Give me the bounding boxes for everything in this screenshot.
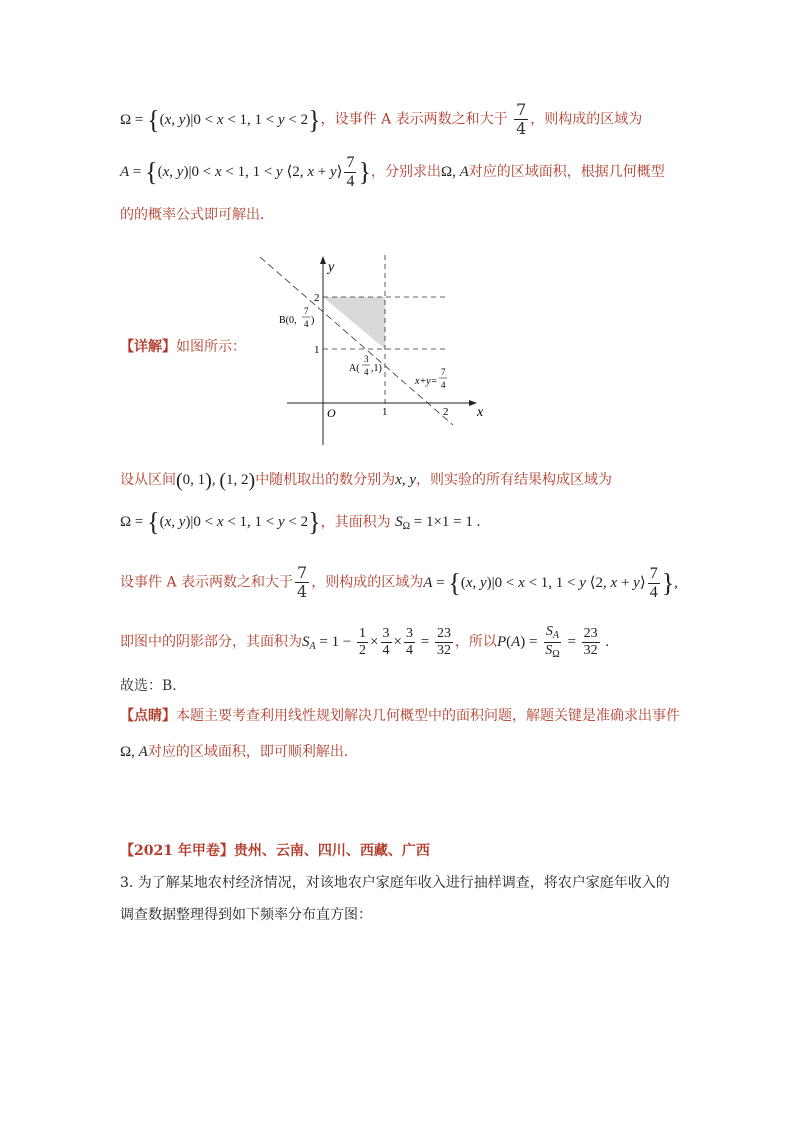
area-a-formula: $S_A = 1$ − $\frac{1}{2}$ × $\frac{3}{4}$ × $\frac{3}{4}$ = $\frac{23}{32}$ (302, 626, 451, 658)
shaded-region (323, 297, 385, 349)
y-axis-label: y (328, 260, 335, 275)
origin-label: O (327, 406, 336, 420)
comment-label: 【点睛】 (120, 708, 176, 724)
line-label-den: 4 (441, 380, 446, 390)
intro-line-3 (120, 205, 274, 225)
question-3-text-1: 3. 为了解某地农村经济情况，对该地农户家庭年收入进行抽样调查，将农户家庭年收入的 (120, 875, 670, 891)
omega-area-formula: $S_\Omega = 1\times 1 = 1$ . (395, 514, 481, 533)
choice-text: 故选：B. (120, 678, 177, 694)
body-line-4 (120, 625, 609, 660)
detail-line (120, 337, 246, 357)
xy-variables: x, y (395, 472, 417, 488)
x-axis-arrow (469, 400, 477, 406)
body-line-3-b: ，则构成的区域为 (311, 574, 424, 591)
intro-line-2-text: ，分别求出 (370, 163, 441, 180)
detail-text: 如图所示： (176, 339, 246, 355)
point-b-num: 7 (304, 306, 309, 316)
detail-label: 【详解】 (120, 339, 176, 355)
line-label-num: 7 (441, 367, 446, 377)
point-a-tail: ,1) (371, 363, 382, 374)
intro-line-1-tail: ，则构成的区域为 (530, 111, 643, 128)
intro-line-1-text: ，设事件 A 表示两数之和大于 (320, 111, 508, 128)
event-a-formula: A = {(x, y)|0 < x < 1, 1 < y ⟨2, x + y⟩ $\frac{7}{4}$ } (120, 154, 371, 190)
comment-line-1 (120, 706, 680, 726)
line-label: x+y= (415, 376, 438, 387)
probability-formula: P(A) = $\frac{S_A}{S_\Omega}$ = $\frac{23}{32}$ . (496, 624, 610, 660)
fraction-7-4-b: $\frac{7}{4}$ (297, 563, 308, 601)
body-line-4-b: ，所以 (454, 633, 497, 650)
y-axis-arrow (320, 256, 326, 264)
tick-y-1: 1 (314, 344, 320, 356)
line-x-plus-y (260, 257, 453, 425)
point-a-label: A( (349, 363, 360, 374)
comment-text-2: 对应的区域面积，即可顺利解出． (147, 744, 358, 760)
tick-y-2: 2 (314, 292, 320, 304)
body-line-3 (120, 565, 678, 601)
body-line-1-b: 中随机取出的数分别为 (255, 472, 396, 488)
intro-line-1 (120, 102, 642, 137)
omega-set-formula: Ω = {(x, y)|0 < x < 1, 1 < y < 2} (120, 105, 321, 135)
body-line-2 (120, 510, 480, 537)
question-3-text-2: 调查数据整理得到如下频率分布直方图： (120, 907, 372, 923)
intro-line-2 (120, 155, 665, 190)
choice-line (120, 676, 177, 696)
comment-line-2 (120, 742, 358, 762)
body-line-2-a: ，其面积为 (320, 514, 391, 531)
body-line-3-a: 设事件 A 表示两数之和大于 (120, 574, 294, 591)
omega-a-symbols-2: Ω, A (120, 744, 148, 760)
intro-line-3-text: 的的概率公式即可解出． (120, 207, 274, 223)
body-line-1-c: ，则实验的所有结果构成区域为 (416, 472, 613, 488)
event-a-formula-2: A = {(x, y)|0 < x < 1, 1 < y ⟨2, x + y⟩ $\frac{7}{4}$ }, (423, 564, 678, 601)
comment-text: 本题主要考查利用线性规划解决几何概型中的面积问题，解题关键是准确求出事件 (176, 708, 680, 724)
question-3-line-2 (120, 905, 372, 925)
section-label: 【2021 年甲卷】贵州、云南、四川、西藏、广西 (120, 843, 430, 859)
region-figure (255, 250, 490, 450)
tick-x-1: 1 (382, 406, 388, 418)
fraction-7-4: $\frac{7}{4}$ (516, 100, 527, 138)
tick-x-2: 2 (443, 406, 449, 418)
point-b-label: B(0, (279, 315, 297, 326)
point-a-den: 4 (364, 367, 369, 377)
body-line-1-a: 设从区间 (120, 472, 176, 488)
omega-set-formula-2: Ω = {(x, y)|0 < x < 1, 1 < y < 2} (120, 508, 321, 537)
body-line-4-a: 即图中的阴影部分，其面积为 (120, 633, 302, 650)
body-line-1 (120, 470, 612, 491)
x-axis-label: x (477, 405, 484, 420)
question-3-line-1 (120, 873, 670, 893)
omega-a-symbols: Ω, A (440, 163, 469, 180)
section-line (120, 841, 430, 861)
point-b-den: 4 (304, 319, 309, 329)
interval-formula: (0, 1), (1, 2) (176, 469, 256, 492)
point-b-close: ) (311, 315, 315, 326)
point-a-num: 3 (364, 354, 369, 364)
intro-line-2-tail: 对应的区域面积，根据几何概型 (468, 163, 665, 180)
